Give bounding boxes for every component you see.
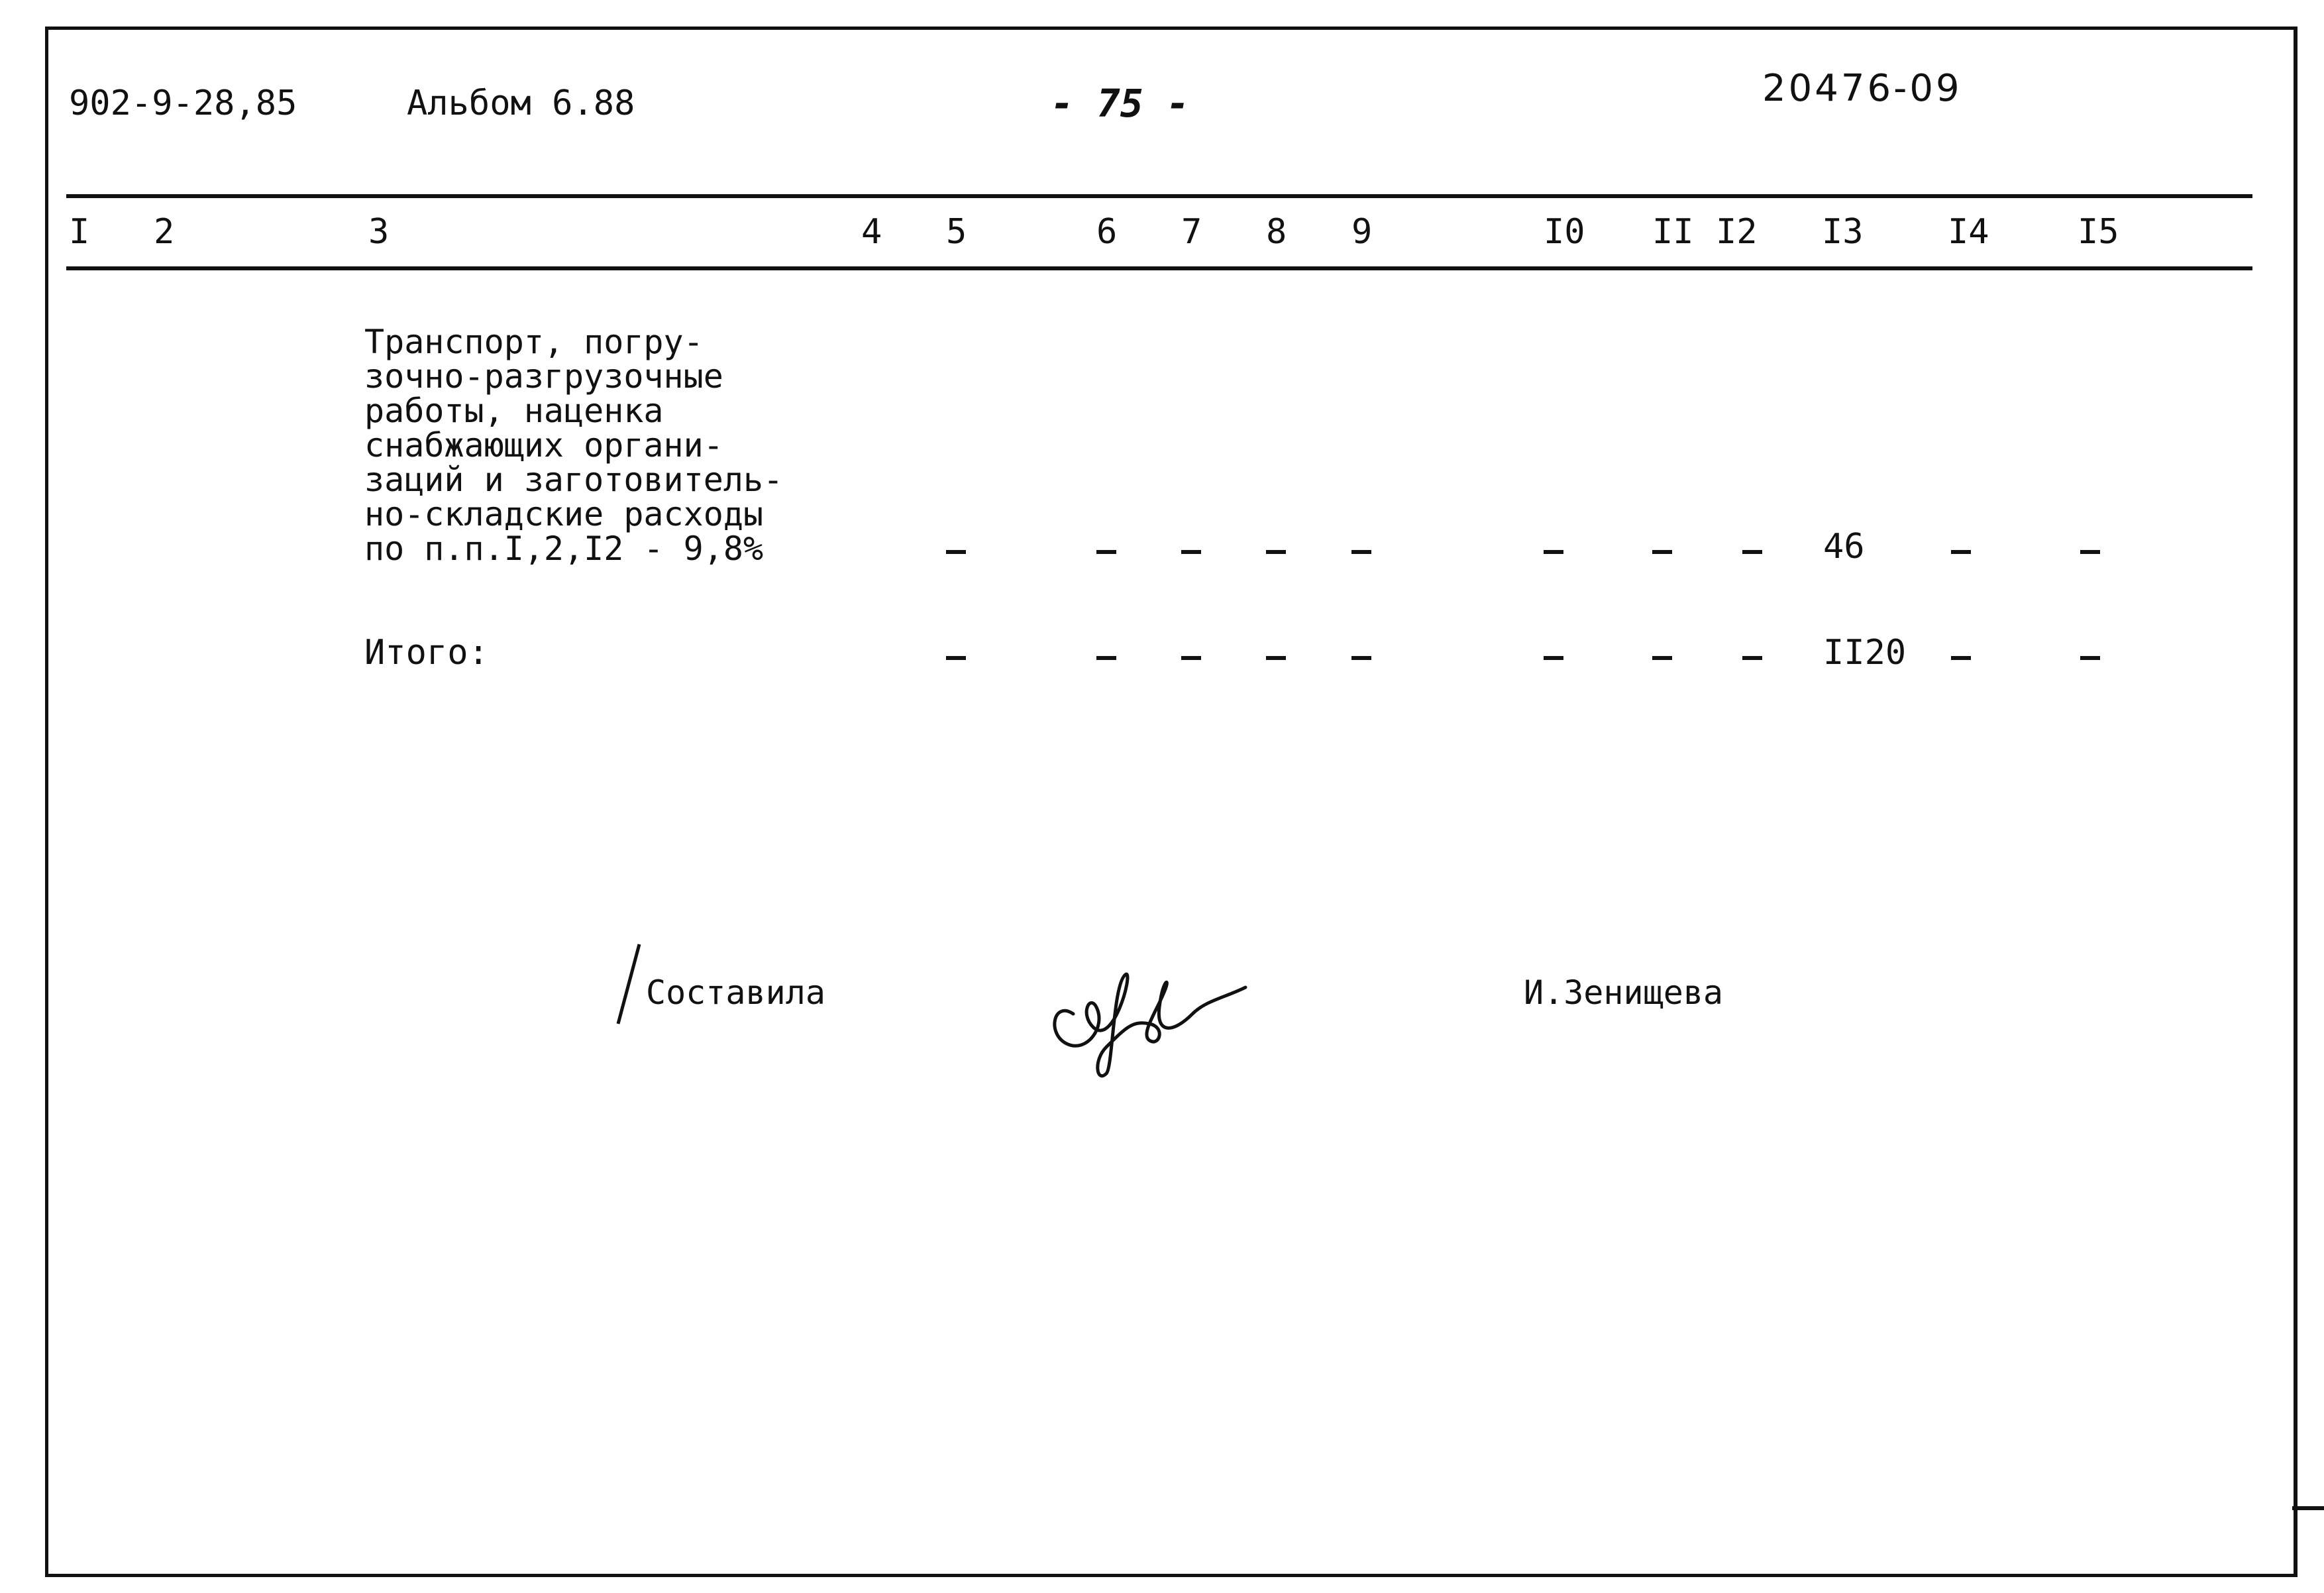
dash-cell <box>1266 656 1286 660</box>
dash-cell <box>946 656 966 660</box>
column-header-9: 9 <box>1351 212 1373 252</box>
dash-cell <box>1951 550 1971 554</box>
slash-mark <box>613 941 646 1027</box>
frame-tick <box>2292 1506 2324 1510</box>
row1-col13-value: 46 <box>1823 527 1865 567</box>
row2-col13-value: II20 <box>1823 633 1907 673</box>
row-description-transport: Транспорт, погру- зочно-разгрузочные работы, наценка снабжающих органи- заций и заготовитель- но-складские расходы по п.п.I,2,I2 - 9,8% <box>364 323 784 568</box>
column-header-15: I5 <box>2078 212 2119 252</box>
dash-cell <box>1351 550 1371 554</box>
dash-cell <box>1742 550 1762 554</box>
dash-cell <box>946 550 966 554</box>
dash-cell <box>1181 656 1201 660</box>
column-header-11: II <box>1652 212 1694 252</box>
signature-mark <box>1033 934 1259 1093</box>
row-description-total: Итого: <box>364 633 489 673</box>
project-code: 902-9-28,85 <box>69 83 297 123</box>
column-header-1: I <box>69 212 90 252</box>
column-header-14: I4 <box>1948 212 1989 252</box>
dash-cell <box>2080 656 2100 660</box>
column-header-6: 6 <box>1096 212 1118 252</box>
dash-cell <box>1951 656 1971 660</box>
column-header-2: 2 <box>154 212 175 252</box>
dash-cell <box>1096 550 1116 554</box>
dash-cell <box>1266 550 1286 554</box>
column-header-3: 3 <box>368 212 390 252</box>
column-header-13: I3 <box>1822 212 1864 252</box>
album-label: Альбом 6.88 <box>407 83 635 123</box>
column-header-5: 5 <box>946 212 967 252</box>
dash-cell <box>1652 656 1672 660</box>
dash-cell <box>1181 550 1201 554</box>
page-number: - 75 - <box>1051 81 1190 126</box>
column-header-12: I2 <box>1716 212 1758 252</box>
dash-cell <box>1544 656 1563 660</box>
column-header-10: I0 <box>1544 212 1585 252</box>
column-header-4: 4 <box>861 212 882 252</box>
table-top-rule <box>66 194 2252 198</box>
table-header-rule <box>66 266 2252 270</box>
column-header-7: 7 <box>1181 212 1202 252</box>
dash-cell <box>1096 656 1116 660</box>
dash-cell <box>1351 656 1371 660</box>
page-frame <box>45 27 2298 1577</box>
compiled-by-label: Составила <box>646 973 825 1012</box>
dash-cell <box>1544 550 1563 554</box>
dash-cell <box>1652 550 1672 554</box>
dash-cell <box>2080 550 2100 554</box>
column-header-8: 8 <box>1266 212 1287 252</box>
document-number: 20476-09 <box>1762 67 1962 110</box>
compiler-name: И.Зенищева <box>1524 973 1724 1012</box>
dash-cell <box>1742 656 1762 660</box>
